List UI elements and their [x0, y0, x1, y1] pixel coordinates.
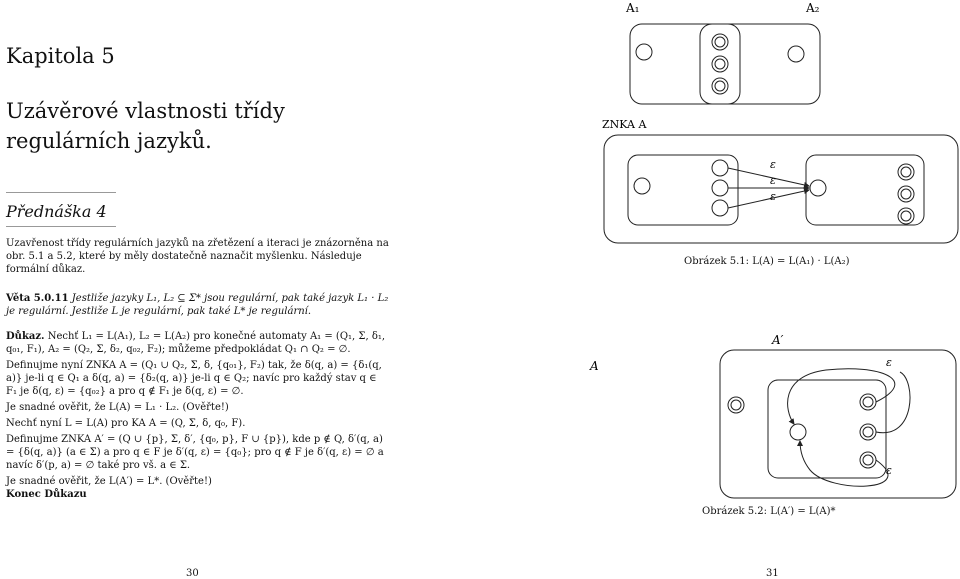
figures-canvas — [480, 0, 960, 577]
automaton-a2-box — [700, 24, 820, 104]
a-final-state-1 — [860, 394, 876, 410]
figure-5-2 — [589, 333, 956, 498]
right-page — [480, 0, 960, 577]
proof-p1 — [6, 330, 390, 356]
proof-p1-text: Nechť L₁ = L(A₁), L₂ = L(A₂) pro konečné automaty A₁ = (Q₁, Σ, δ₁, q₀₁, F₁), A₂ = (Q₂, Σ, δ₂, q₀₂, F₂); můžeme předpokládat Q₁ ∩ Q₂ = ∅. — [6, 331, 386, 355]
page-number-right: 31 — [766, 568, 779, 579]
a1-final-state-3 — [712, 78, 728, 94]
page-number-left: 30 — [186, 568, 199, 579]
proof-p2: Definujme nyní ZNKA A = (Q₁ ∪ Q₂, Σ, δ, {q₀₁}, F₂) tak, že δ(q, a) = {δ₁(q, a)} je-li q ∈ Q₁ a δ(q, a) = {δ₂(q, a)} je-li q ∈ Q₂; navíc pro každý stav q ∈ F₁ je δ(q, ε) = {q₀₂} a pro q ∉ F₁ je δ(q, ε) = ∅. — [6, 360, 382, 397]
eps-loop-top — [788, 369, 895, 424]
eps-label-1: ε — [770, 158, 776, 171]
intro-paragraph: Uzavřenost třídy regulárních jazyků na zřetězení a iteraci je znázorněna na obr. 5.1 a 5.2, které by měly dostatečně naznačit myšlenku. Následuje formální důkaz. — [6, 238, 389, 275]
a1-start-state — [636, 44, 652, 60]
theorem — [6, 292, 390, 318]
proof-end: Konec Důkazu — [6, 489, 87, 500]
proof-label: Důkaz. — [6, 331, 45, 342]
proof-p5: Definujme ZNKA A′ = (Q ∪ {p}, Σ, δ′, {q₀, p}, F ∪ {p}), kde p ∉ Q, δ′(q, a) = {δ(q, a)} (a ∈ Σ) a pro q ∈ F je δ′(q, ε) = {q₀}; pro q ∉ F je δ′(q, ε) = ∅ a navíc δ′(p, a) = ∅ také pro vš. a ∈ Σ. — [6, 434, 384, 471]
lecture-heading: Přednáška 4 — [6, 202, 107, 221]
a1-final-state-1 — [712, 34, 728, 50]
label-a1: A₁ — [626, 1, 640, 15]
a-start-state — [790, 424, 806, 440]
theorem-text: Jestliže jazyky L₁, L₂ ⊆ Σ* jsou regulární, pak také jazyk L₁ · L₂ je regulární. Jestliže L je regulární, pak také L* je regulární. — [6, 293, 389, 317]
lecture-rule-bottom — [6, 226, 116, 227]
figure-5-1-caption: Obrázek 5.1: L(A) = L(A₁) · L(A₂) — [684, 256, 850, 267]
eps-label-2: ε — [770, 174, 776, 187]
a1-final-state-2 — [712, 56, 728, 72]
proof-p6: Je snadné ověřit, že L(A′) = L*. (Ověřte!) — [6, 476, 212, 487]
chapter-title — [6, 96, 285, 156]
automaton-aprime-box — [720, 350, 956, 498]
znka-a2-start-state — [810, 180, 826, 196]
znka-final-state-1 — [898, 164, 914, 180]
znka-f1-state-2 — [712, 180, 728, 196]
chapter-heading: Kapitola 5 — [6, 44, 115, 68]
znka-a1-box — [628, 155, 738, 225]
label-a2: A₂ — [806, 1, 820, 15]
theorem-label: Věta 5.0.11 — [6, 293, 69, 304]
left-page — [0, 0, 480, 577]
new-start-state-p — [728, 397, 744, 413]
figure-5-1 — [602, 1, 958, 243]
eps-label-top: ε — [886, 356, 892, 369]
proof-p3: Je snadné ověřit, že L(A) = L₁ · L₂. (Ověřte!) — [6, 402, 229, 413]
lecture-rule-top — [6, 192, 116, 193]
proof-p4: Nechť nyní L = L(A) pro KA A = (Q, Σ, δ, q₀, F). — [6, 418, 246, 429]
a-final-state-3 — [860, 452, 876, 468]
znka-final-state-2 — [898, 186, 914, 202]
chapter-title-line1: Uzávěrové vlastnosti třídy — [6, 99, 285, 123]
a2-start-state — [788, 46, 804, 62]
automaton-a-box — [768, 380, 886, 478]
znka-final-state-3 — [898, 208, 914, 224]
eps-arrow-1 — [728, 168, 809, 186]
chapter-title-line2: regulárních jazyků. — [6, 129, 212, 153]
eps-arrow-3 — [728, 190, 809, 208]
a-final-state-2 — [860, 424, 876, 440]
automaton-a1-box — [630, 24, 740, 104]
label-aprime: A′ — [772, 333, 784, 347]
znka-f1-state-3 — [712, 200, 728, 216]
proof — [6, 330, 390, 501]
label-a: A — [590, 359, 599, 373]
eps-label-bottom: ε — [886, 464, 892, 477]
eps-label-3: ε — [770, 190, 776, 203]
znka-f1-state-1 — [712, 160, 728, 176]
figure-5-2-caption: Obrázek 5.2: L(A′) = L(A)* — [702, 506, 836, 517]
znka-start-state — [634, 178, 650, 194]
znka-a2-box — [806, 155, 924, 225]
label-znka: ZNKA A — [602, 118, 647, 131]
